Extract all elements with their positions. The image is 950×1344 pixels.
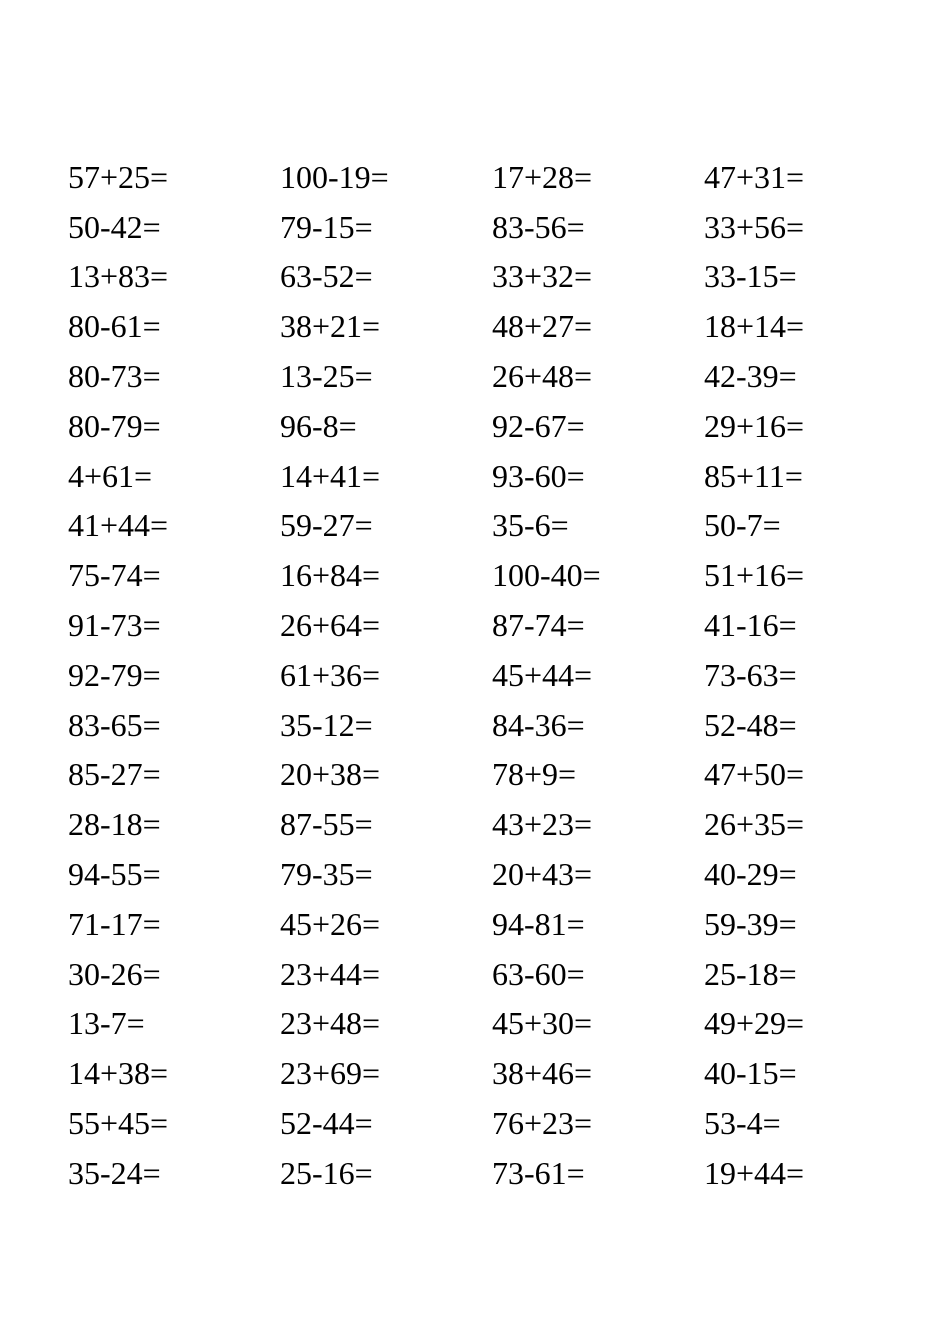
math-problem: 40-29= bbox=[704, 856, 797, 893]
math-problem: 33+32= bbox=[492, 258, 593, 295]
math-problem: 91-73= bbox=[68, 607, 161, 644]
math-problem: 45+26= bbox=[280, 905, 381, 942]
math-problem: 85+11= bbox=[704, 457, 803, 494]
math-problem: 92-79= bbox=[68, 656, 161, 693]
math-problem: 28-18= bbox=[68, 806, 161, 843]
math-problem: 38+21= bbox=[280, 308, 381, 345]
problem-row bbox=[68, 899, 928, 949]
math-problem: 85-27= bbox=[68, 756, 161, 793]
math-problem: 92-67= bbox=[492, 407, 585, 444]
math-problem: 19+44= bbox=[704, 1154, 805, 1191]
math-problem: 100-19= bbox=[280, 158, 389, 195]
math-problem: 23+44= bbox=[280, 955, 381, 992]
math-problem: 35-24= bbox=[68, 1154, 161, 1191]
problem-row bbox=[68, 202, 928, 252]
math-problem: 61+36= bbox=[280, 656, 381, 693]
math-problem: 53-4= bbox=[704, 1105, 781, 1142]
problem-row bbox=[68, 351, 928, 401]
math-problem: 93-60= bbox=[492, 457, 585, 494]
math-problem: 4+61= bbox=[68, 457, 153, 494]
math-problem: 79-35= bbox=[280, 856, 373, 893]
math-problem: 80-79= bbox=[68, 407, 161, 444]
math-problem: 14+41= bbox=[280, 457, 381, 494]
math-problem: 41+44= bbox=[68, 507, 169, 544]
problem-row bbox=[68, 700, 928, 750]
math-problem: 84-36= bbox=[492, 706, 585, 743]
math-problem: 87-74= bbox=[492, 607, 585, 644]
math-problem: 16+84= bbox=[280, 557, 381, 594]
problem-row bbox=[68, 750, 928, 800]
math-problem: 33+56= bbox=[704, 208, 805, 245]
arithmetic-worksheet bbox=[68, 152, 928, 1198]
math-problem: 50-42= bbox=[68, 208, 161, 245]
math-problem: 25-18= bbox=[704, 955, 797, 992]
math-problem: 14+38= bbox=[68, 1055, 169, 1092]
math-problem: 30-26= bbox=[68, 955, 161, 992]
math-problem: 80-61= bbox=[68, 308, 161, 345]
math-problem: 79-15= bbox=[280, 208, 373, 245]
math-problem: 94-55= bbox=[68, 856, 161, 893]
math-problem: 17+28= bbox=[492, 158, 593, 195]
math-problem: 80-73= bbox=[68, 358, 161, 395]
math-problem: 63-52= bbox=[280, 258, 373, 295]
math-problem: 59-27= bbox=[280, 507, 373, 544]
math-problem: 75-74= bbox=[68, 557, 161, 594]
problem-row bbox=[68, 999, 928, 1049]
math-problem: 26+35= bbox=[704, 806, 805, 843]
math-problem: 42-39= bbox=[704, 358, 797, 395]
math-problem: 100-40= bbox=[492, 557, 601, 594]
problem-row bbox=[68, 1148, 928, 1198]
math-problem: 73-63= bbox=[704, 656, 797, 693]
math-problem: 20+43= bbox=[492, 856, 593, 893]
math-problem: 94-81= bbox=[492, 905, 585, 942]
math-problem: 71-17= bbox=[68, 905, 161, 942]
problem-row bbox=[68, 152, 928, 202]
math-problem: 76+23= bbox=[492, 1105, 593, 1142]
problem-row bbox=[68, 451, 928, 501]
math-problem: 13-25= bbox=[280, 358, 373, 395]
math-problem: 29+16= bbox=[704, 407, 805, 444]
problem-row bbox=[68, 600, 928, 650]
math-problem: 33-15= bbox=[704, 258, 797, 295]
math-problem: 26+64= bbox=[280, 607, 381, 644]
math-problem: 96-8= bbox=[280, 407, 357, 444]
math-problem: 57+25= bbox=[68, 158, 169, 195]
problem-row bbox=[68, 550, 928, 600]
math-problem: 13-7= bbox=[68, 1005, 145, 1042]
math-problem: 63-60= bbox=[492, 955, 585, 992]
problem-row bbox=[68, 501, 928, 551]
math-problem: 35-12= bbox=[280, 706, 373, 743]
math-problem: 23+48= bbox=[280, 1005, 381, 1042]
math-problem: 25-16= bbox=[280, 1154, 373, 1191]
math-problem: 41-16= bbox=[704, 607, 797, 644]
math-problem: 55+45= bbox=[68, 1105, 169, 1142]
math-problem: 43+23= bbox=[492, 806, 593, 843]
problem-row bbox=[68, 401, 928, 451]
math-problem: 38+46= bbox=[492, 1055, 593, 1092]
math-problem: 52-44= bbox=[280, 1105, 373, 1142]
math-problem: 83-56= bbox=[492, 208, 585, 245]
problem-row bbox=[68, 849, 928, 899]
math-problem: 50-7= bbox=[704, 507, 781, 544]
math-problem: 45+44= bbox=[492, 656, 593, 693]
problem-row bbox=[68, 1048, 928, 1098]
problem-row bbox=[68, 301, 928, 351]
math-problem: 83-65= bbox=[68, 706, 161, 743]
problem-row bbox=[68, 949, 928, 999]
math-problem: 47+50= bbox=[704, 756, 805, 793]
problem-row bbox=[68, 799, 928, 849]
math-problem: 40-15= bbox=[704, 1055, 797, 1092]
math-problem: 47+31= bbox=[704, 158, 805, 195]
problem-row bbox=[68, 1098, 928, 1148]
math-problem: 51+16= bbox=[704, 557, 805, 594]
math-problem: 35-6= bbox=[492, 507, 569, 544]
math-problem: 78+9= bbox=[492, 756, 577, 793]
math-problem: 23+69= bbox=[280, 1055, 381, 1092]
math-problem: 26+48= bbox=[492, 358, 593, 395]
math-problem: 20+38= bbox=[280, 756, 381, 793]
math-problem: 48+27= bbox=[492, 308, 593, 345]
math-problem: 13+83= bbox=[68, 258, 169, 295]
math-problem: 18+14= bbox=[704, 308, 805, 345]
math-problem: 45+30= bbox=[492, 1005, 593, 1042]
math-problem: 87-55= bbox=[280, 806, 373, 843]
math-problem: 73-61= bbox=[492, 1154, 585, 1191]
math-problem: 49+29= bbox=[704, 1005, 805, 1042]
math-problem: 52-48= bbox=[704, 706, 797, 743]
problem-row bbox=[68, 252, 928, 302]
math-problem: 59-39= bbox=[704, 905, 797, 942]
problem-row bbox=[68, 650, 928, 700]
